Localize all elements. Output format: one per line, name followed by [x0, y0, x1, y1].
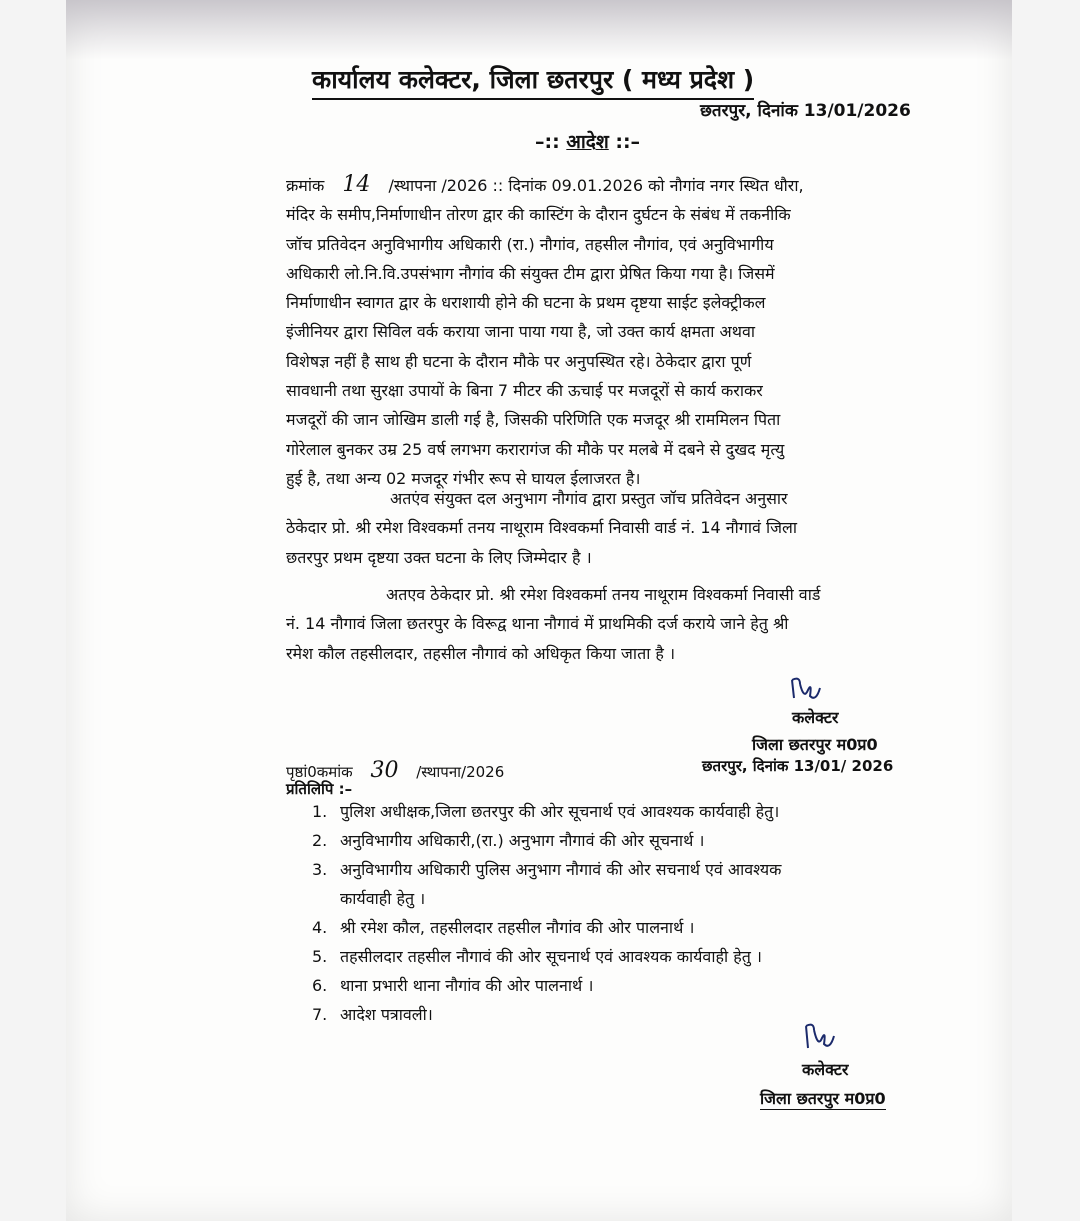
scan-shadow: [66, 0, 1012, 60]
list-item-text: अनुविभागीय अधिकारी पुलिस अनुभाग नौगावं की ओर सचनार्थ एवं आवश्यक: [340, 860, 782, 879]
order-line: जॉच प्रतिवेदन अनुविभागीय अधिकारी (रा.) नौगांव, तहसील नौगांव, एवं अनुविभागीय: [286, 234, 774, 254]
order-line: मंदिर के समीप,निर्माणाधीन तोरण द्वार की कास्टिंग के दौरान दुर्घटन के संबंध में तकनीकि: [286, 205, 791, 225]
list-item: [312, 942, 781, 971]
order-line: अतएंव संयुक्त दल अनुभाग नौगांव द्वारा प्रस्तुत जॉच प्रतिवेदन अनुसार: [390, 489, 788, 508]
list-item: [312, 826, 781, 855]
order-line: नं. 14 नौगावं जिला छतरपुर के विरूद्व थाना नौगावं में प्राथमिकी दर्ज कराये जाने हेतु श्री: [286, 614, 789, 634]
list-item-number: 5.: [312, 947, 328, 966]
copy-list: [312, 797, 781, 1029]
list-item: [312, 1000, 781, 1029]
endorsement-number-value: 30: [370, 758, 399, 783]
signature-scribble: [786, 672, 826, 704]
endorsement-date: छतरपुर, दिनांक 13/01/ 2026: [702, 757, 894, 775]
signature-designation: कलेक्टर: [802, 1060, 849, 1079]
kramank-label: क्रमांक: [286, 176, 325, 195]
list-item-number: 6.: [312, 976, 328, 995]
order-heading-word: आदेश: [566, 131, 609, 153]
order-line: अधिकारी लो.नि.वि.उपसंभाग नौगांव की संयुक्त टीम द्वारा प्रेषित किया गया है। जिसमें: [286, 263, 775, 283]
order-line: रमेश कौल तहसीलदार, तहसील नौगावं को अधिकृत किया जाता है ।: [286, 643, 676, 663]
order-line: छतरपुर प्रथम दृष्टया उक्त घटना के लिए जिम्मेदार है ।: [286, 547, 592, 567]
list-item-number: 4.: [312, 918, 328, 937]
order-line: सावधानी तथा सुरक्षा उपायों के बिना 7 मीटर की ऊचाई पर मजदूरों से कार्य कराकर: [286, 381, 763, 401]
order-line: अतएव ठेकेदार प्रो. श्री रमेश विश्वकर्मा तनय नाथूराम विश्वकर्मा निवासी वार्ड: [386, 585, 821, 604]
list-item-text: तहसीलदार तहसील नौगावं की ओर सूचनार्थ एवं आवश्यक कार्यवाही हेतु ।: [340, 947, 762, 966]
list-item-number: 1.: [312, 802, 328, 821]
order-line: इंजीनियर द्वारा सिविल वर्क कराया जाना पाया गया है, जो उक्त कार्य क्षमता अथवा: [286, 322, 755, 342]
endorsement-label: पृष्ठां0कमांक: [286, 763, 353, 781]
order-line: मजदूरों की जान जोखिम डाली गई है, जिसकी परिणिति एक मजदूर श्री राममिलन पिता: [286, 410, 781, 430]
order-paragraph-2: [286, 484, 797, 572]
list-item-number: 2.: [312, 831, 328, 850]
order-heading-right: ::–: [608, 131, 641, 153]
list-item-text: पुलिश अधीक्षक,जिला छतरपुर की ओर सूचनार्थ एवं आवश्यक कार्यवाही हेतु।: [340, 802, 780, 821]
order-line: निर्माणाधीन स्वागत द्वार के धराशायी होने की घटना के प्रथम दृष्टया साईट इलेक्ट्रीकल: [286, 293, 766, 313]
list-item: [312, 971, 781, 1000]
order-heading: [535, 128, 640, 154]
order-line: ठेकेदार प्रो. श्री रमेश विश्वकर्मा तनय नाथूराम विश्वकर्मा निवासी वार्ड नं. 14 नौगावं जिला: [286, 518, 797, 538]
order-line-text: /स्थापना /2026 :: दिनांक 09.01.2026 को नौगांव नगर स्थित धौरा,: [388, 176, 804, 195]
list-item-text: आदेश पत्रावली।: [340, 1005, 433, 1024]
order-paragraph-3: [286, 580, 820, 668]
list-item-number: 7.: [312, 1005, 328, 1024]
order-line: विशेषज्ञ नहीं है साथ ही घटना के दौरान मौके पर अनुपस्थित रहे। ठेकेदार द्वारा पूर्ण: [286, 351, 752, 371]
list-item-text: थाना प्रभारी थाना नौगांव की ओर पालनार्थ ।: [340, 976, 594, 995]
endorsement-suffix: /स्थापना/2026: [416, 763, 505, 781]
signature-district: जिला छतरपुर म0प्र0: [752, 735, 878, 754]
list-item-text: श्री रमेश कौल, तहसीलदार तहसील नौगांव की ओर पालनार्थ ।: [340, 918, 695, 937]
list-item-number: 3.: [312, 860, 328, 879]
kramank-number: 14: [342, 172, 371, 197]
signature-scribble: [800, 1018, 840, 1054]
order-line: गोरेलाल बुनकर उम्र 25 वर्ष लगभग करारागंज की मौके पर मलबे में दबने से दुखद मृत्यु: [286, 439, 785, 459]
list-item-continuation: कार्यवाही हेतु ।: [340, 889, 426, 908]
copy-label: प्रतिलिपि :–: [286, 780, 353, 798]
order-paragraph-1: [286, 170, 804, 493]
list-item-text: अनुविभागीय अधिकारी,(रा.) अनुभाग नौगावं की ओर सूचनार्थ ।: [340, 831, 705, 850]
order-date: छतरपुर, दिनांक 13/01/2026: [700, 101, 911, 121]
order-line: हुई है, तथा अन्य 02 मजदूर गंभीर रूप से घायल ईलाजरत है।: [286, 468, 641, 488]
order-heading-left: –::: [535, 131, 567, 153]
office-title: कार्यालय कलेक्टर, जिला छतरपुर ( मध्य प्रदेश ): [312, 62, 754, 100]
signature-district: जिला छतरपुर म0प्र0: [760, 1089, 886, 1108]
list-item: [312, 913, 781, 942]
list-item: [312, 855, 781, 884]
order-line: [286, 170, 804, 200]
list-item: [312, 797, 781, 826]
signature-designation: कलेक्टर: [792, 708, 839, 727]
